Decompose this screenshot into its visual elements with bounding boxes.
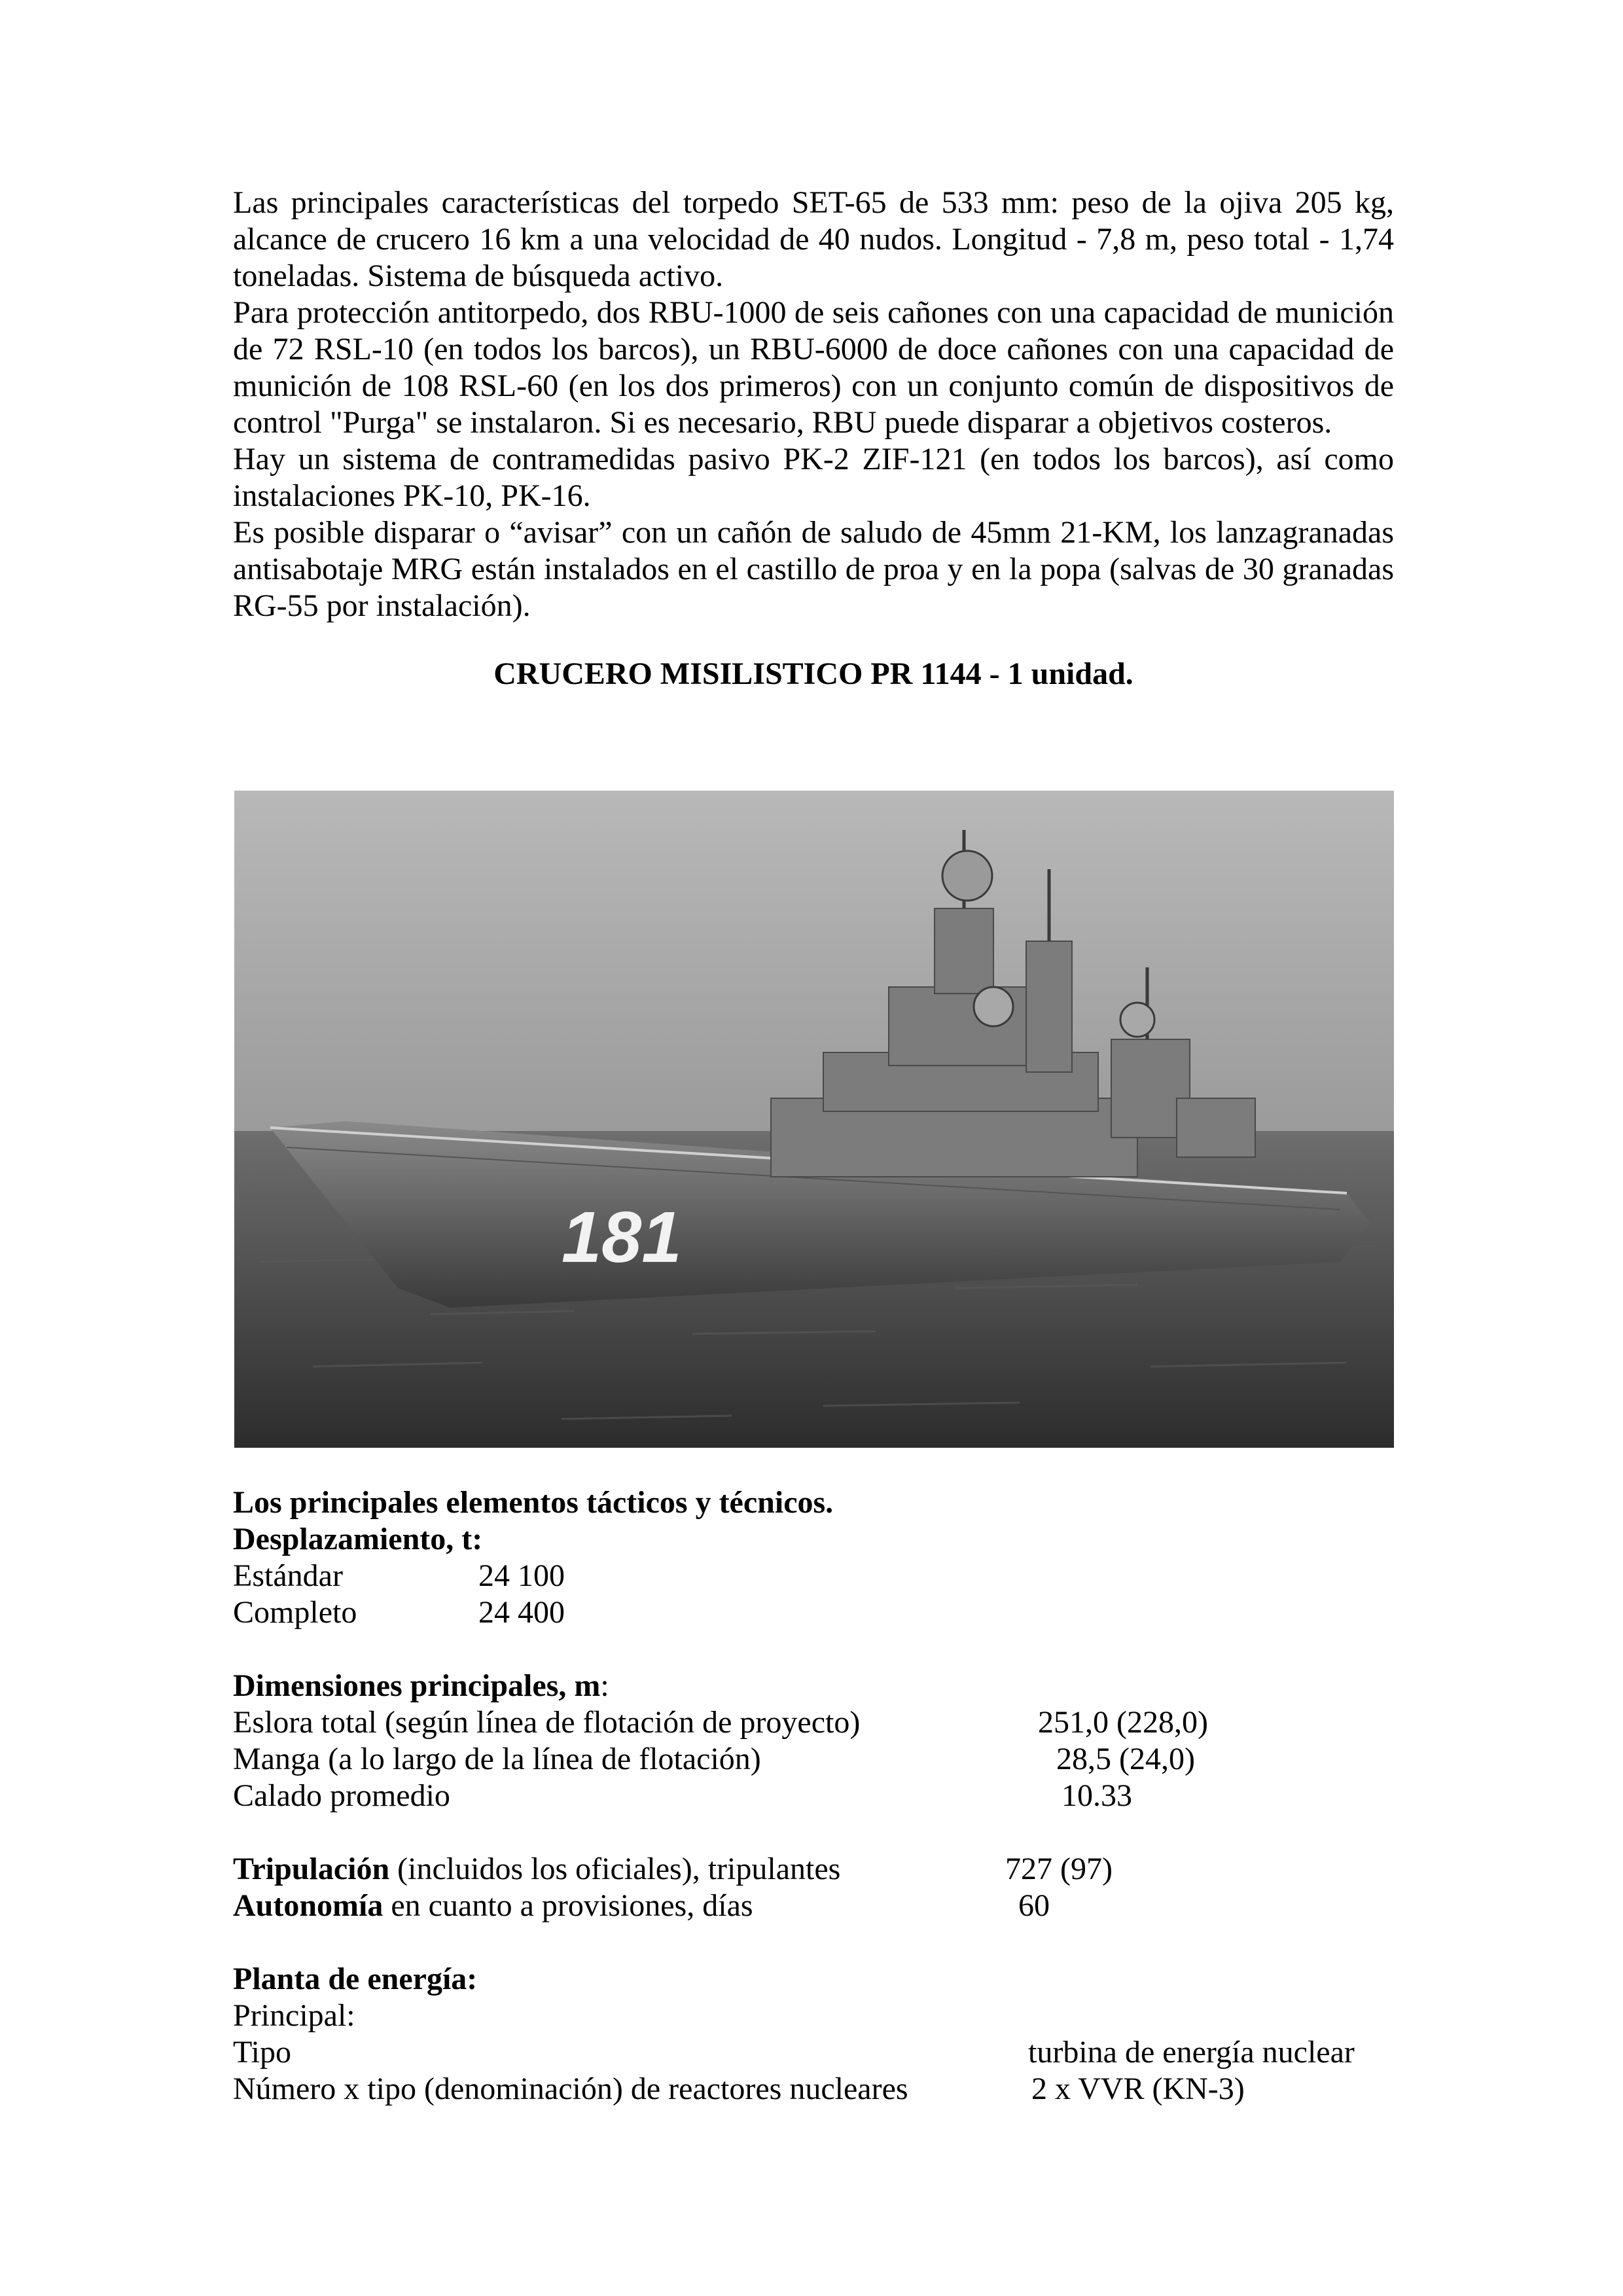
spec-value: 60 (1018, 1888, 1050, 1923)
spec-value: 2 x VVR (KN-3) (1031, 2072, 1245, 2106)
spec-row (233, 1851, 1411, 1888)
spec-name: Completo (233, 1595, 357, 1630)
paragraph-grenade-launchers: Es posible disparar o “avisar” con un cañón de saludo de 45mm 21-KM, los lanzagranadas antisabotaje MRG están instalados en el castillo de proa y en la popa (salvas de 30 granadas RG-55 por instalación). (233, 515, 1394, 623)
spec-value: 251,0 (228,0) (1038, 1705, 1208, 1740)
paragraph-countermeasures: Hay un sistema de contramedidas pasivo PK-2 ZIF-121 (en todos los barcos), así como instalaciones PK-10, PK-16. (233, 442, 1394, 513)
spec-name: Número x tipo (denominación) de reactores nucleares (233, 2072, 908, 2106)
spec-value: 24 400 (478, 1595, 565, 1630)
radar-dome (942, 851, 992, 901)
radar-dome-2 (974, 987, 1013, 1026)
paragraph-antitorpedo: Para protección antitorpedo, dos RBU-1000 de seis cañones con una capacidad de munición de 72 RSL-10 (en todos los barcos), un RBU-6000 de doce cañones con una capacidad de munición de 108 RSL-60 (en los dos primeros) con un conjunto común de dispositivos de control "Purga" se instalaron. Si es necesario, RBU puede disparar a objetivos costeros. (233, 295, 1394, 440)
spec-name: Tipo (233, 2035, 291, 2070)
body-text (233, 185, 1394, 692)
hull-number: 181 (562, 1197, 682, 1278)
spec-row (233, 1594, 1411, 1631)
spec-row (233, 1704, 1411, 1741)
power-principal: Principal: (233, 1998, 355, 2033)
spec-name: Estándar (233, 1558, 343, 1593)
spec-row (233, 1741, 1411, 1778)
spec-row (233, 1888, 1411, 1924)
crew-label: Tripulación (incluidos los oficiales), tripulantes (233, 1852, 841, 1886)
cruiser-photo-graphic (234, 791, 1394, 1448)
spec-value: 10.33 (1061, 1778, 1132, 1813)
cruiser-photo (234, 791, 1394, 1448)
specs-title: Los principales elementos tácticos y técnicos. (233, 1485, 834, 1520)
spec-value: turbina de energía nuclear (1028, 2035, 1355, 2070)
power-label: Planta de energía: (233, 1962, 478, 1996)
specs-block (233, 1484, 1411, 2108)
spec-value: 28,5 (24,0) (1056, 1742, 1195, 1776)
dimensions-label: Dimensiones principales, m: (233, 1668, 609, 1703)
paragraph-torpedo: Las principales características del torpedo SET-65 de 533 mm: peso de la ojiva 205 kg, alcance de crucero 16 km a una velocidad de 40 nudos. Longitud - 7,8 m, peso total - 1,74 toneladas. Sistema de búsqueda activo. (233, 185, 1394, 293)
spec-name: Eslora total (según línea de flotación de proyecto) (233, 1705, 861, 1740)
displacement-label: Desplazamiento, t: (233, 1522, 483, 1556)
spec-name: Manga (a lo largo de la línea de flotación) (233, 1742, 761, 1776)
spec-value: 24 100 (478, 1558, 565, 1593)
spec-row (233, 2071, 1411, 2108)
spec-row (233, 1778, 1411, 1814)
spec-name: Calado promedio (233, 1778, 450, 1813)
spec-row (233, 2034, 1411, 2071)
sky (234, 791, 1394, 1144)
autonomy-label: Autonomía en cuanto a provisiones, días (233, 1888, 753, 1923)
section-title: CRUCERO MISILISTICO PR 1144 - 1 unidad. (493, 656, 1133, 691)
radar-dome-3 (1120, 1003, 1154, 1037)
spec-value: 727 (97) (1005, 1852, 1113, 1886)
spec-row (233, 1558, 1411, 1594)
